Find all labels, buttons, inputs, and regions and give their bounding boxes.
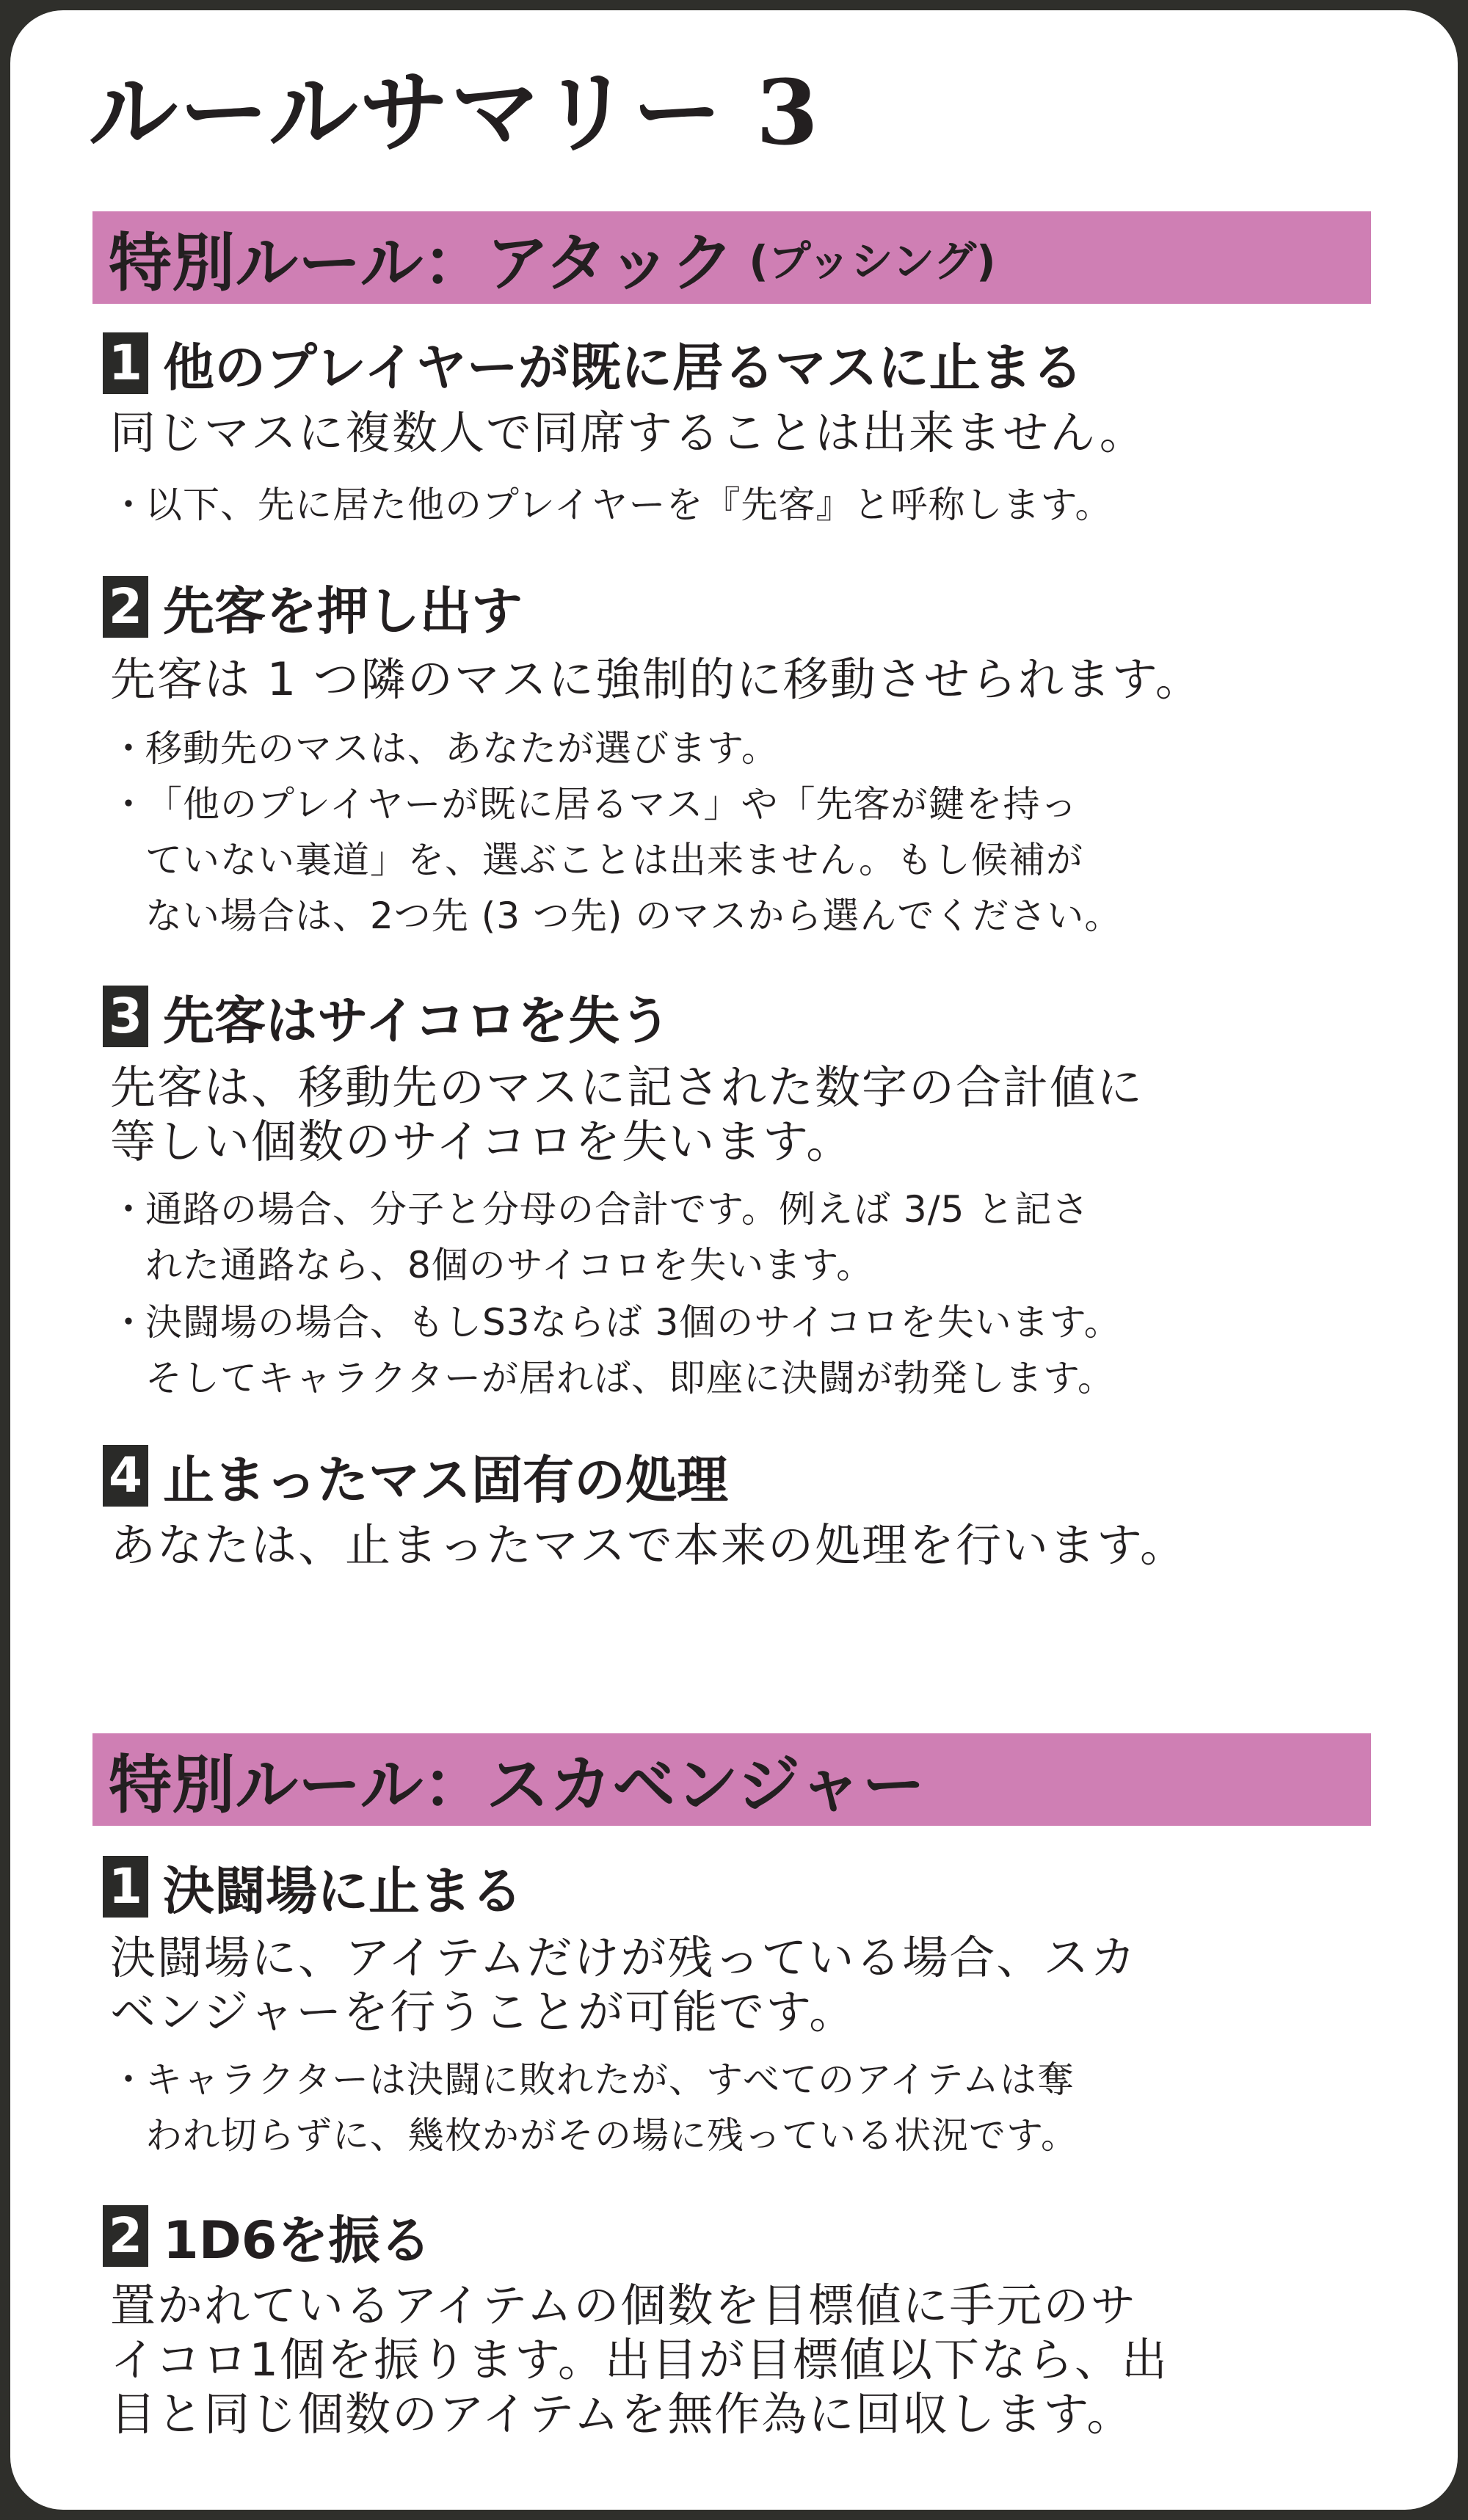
bullet-text: 決闘場の場合、もしS3ならば 3個のサイコロを失います。 [145, 1301, 1122, 1344]
step-number-badge: 4 [103, 1445, 148, 1507]
bullet-dot: ・ [110, 783, 148, 826]
bullet-text: 以下、先に居た他のプレイヤーを『先客』と呼称します。 [145, 484, 1113, 526]
bullet-dot: ・ [110, 484, 148, 526]
step-body: 等しい個数のサイコロを失います。 [110, 1115, 854, 1168]
step-number-badge: 1 [103, 332, 148, 394]
bullet-text-continued: ていない裏道」を、選ぶことは出来ません。もし候補が [145, 839, 1083, 881]
page-title: ルールサマリー 3 [88, 59, 820, 165]
step-title: 1D6を振る [163, 2210, 432, 2270]
step-body: 置かれているアイテムの個数を目標値に手元のサ [110, 2279, 1138, 2332]
bullet-text: キャラクターは決闘に敗れたが、すべてのアイテムは奪 [145, 2058, 1075, 2101]
step-title: 決闘場に止まる [163, 1860, 523, 1921]
bullet-text-continued: ない場合は、2つ先 (3 つ先) のマスから選んでください。 [145, 895, 1122, 937]
step-number-badge: 2 [103, 2205, 148, 2267]
bullet-dot: ・ [110, 727, 148, 770]
bullet-text: 「他のプレイヤーが既に居るマス」や「先客が鍵を持っ [145, 783, 1078, 826]
bullet-text: 通路の場合、分子と分母の合計です。例えば 3/5 と記さ [145, 1188, 1090, 1231]
step-number-badge: 1 [103, 1856, 148, 1918]
section-subtitle: (プッシング) [749, 236, 996, 286]
section-title: 特別ルール：アタック [109, 226, 735, 300]
bullet-text: 移動先のマスは、あなたが選びます。 [145, 727, 779, 770]
bullet-item [110, 721, 779, 776]
step-1 [103, 1854, 523, 1920]
bullet-item [110, 2052, 1075, 2108]
step-body: 先客は、移動先のマスに記された数字の合計値に [110, 1060, 1144, 1114]
step-body: イコロ1個を振ります。出目が目標値以下なら、出 [110, 2333, 1169, 2386]
step-title: 先客を押し出す [163, 580, 523, 641]
section-title: 特別ルール：スカベンジャー [109, 1748, 926, 1822]
step-1 [103, 330, 1083, 396]
bullet-item [110, 776, 1078, 832]
step-body: 同じマスに複数人で同席することは出来ません。 [110, 406, 1147, 459]
bullet-item [110, 1294, 1122, 1350]
step-title: 先客はサイコロを失う [163, 990, 672, 1051]
step-title: 止まったマス固有の処理 [163, 1449, 728, 1510]
step-title: 他のプレイヤーが既に居るマスに止まる [163, 337, 1083, 398]
step-body: 決闘場に、アイテムだけが残っている場合、スカ [110, 1931, 1138, 1984]
bullet-text-continued: そしてキャラクターが居れば、即座に決闘が勃発します。 [145, 1357, 1115, 1399]
step-4 [103, 1443, 728, 1509]
step-body: 先客は 1 つ隣のマスに強制的に移動させられます。 [110, 652, 1202, 706]
step-2 [103, 2203, 432, 2269]
step-2 [103, 574, 523, 640]
step-number-badge: 3 [103, 986, 148, 1047]
bullet-item [110, 477, 1113, 533]
section-header-scavenger [92, 1733, 1371, 1826]
bullet-text-continued: れた通路なら、8個のサイコロを失います。 [145, 1244, 874, 1286]
bullet-dot: ・ [110, 1188, 148, 1231]
step-body: あなたは、止まったマスで本来の処理を行います。 [110, 1518, 1188, 1572]
step-body: 目と同じ個数のアイテムを無作為に回収します。 [110, 2387, 1134, 2441]
bullet-text-continued: われ切らずに、幾枚かがその場に残っている状況です。 [145, 2114, 1078, 2157]
step-3 [103, 983, 671, 1049]
step-body: ベンジャーを行うことが可能です。 [110, 1985, 857, 2039]
step-number-badge: 2 [103, 576, 148, 638]
section-header-attack [92, 211, 1371, 304]
bullet-dot: ・ [110, 1301, 148, 1344]
bullet-item [110, 1181, 1089, 1237]
bullet-dot: ・ [110, 2058, 148, 2101]
